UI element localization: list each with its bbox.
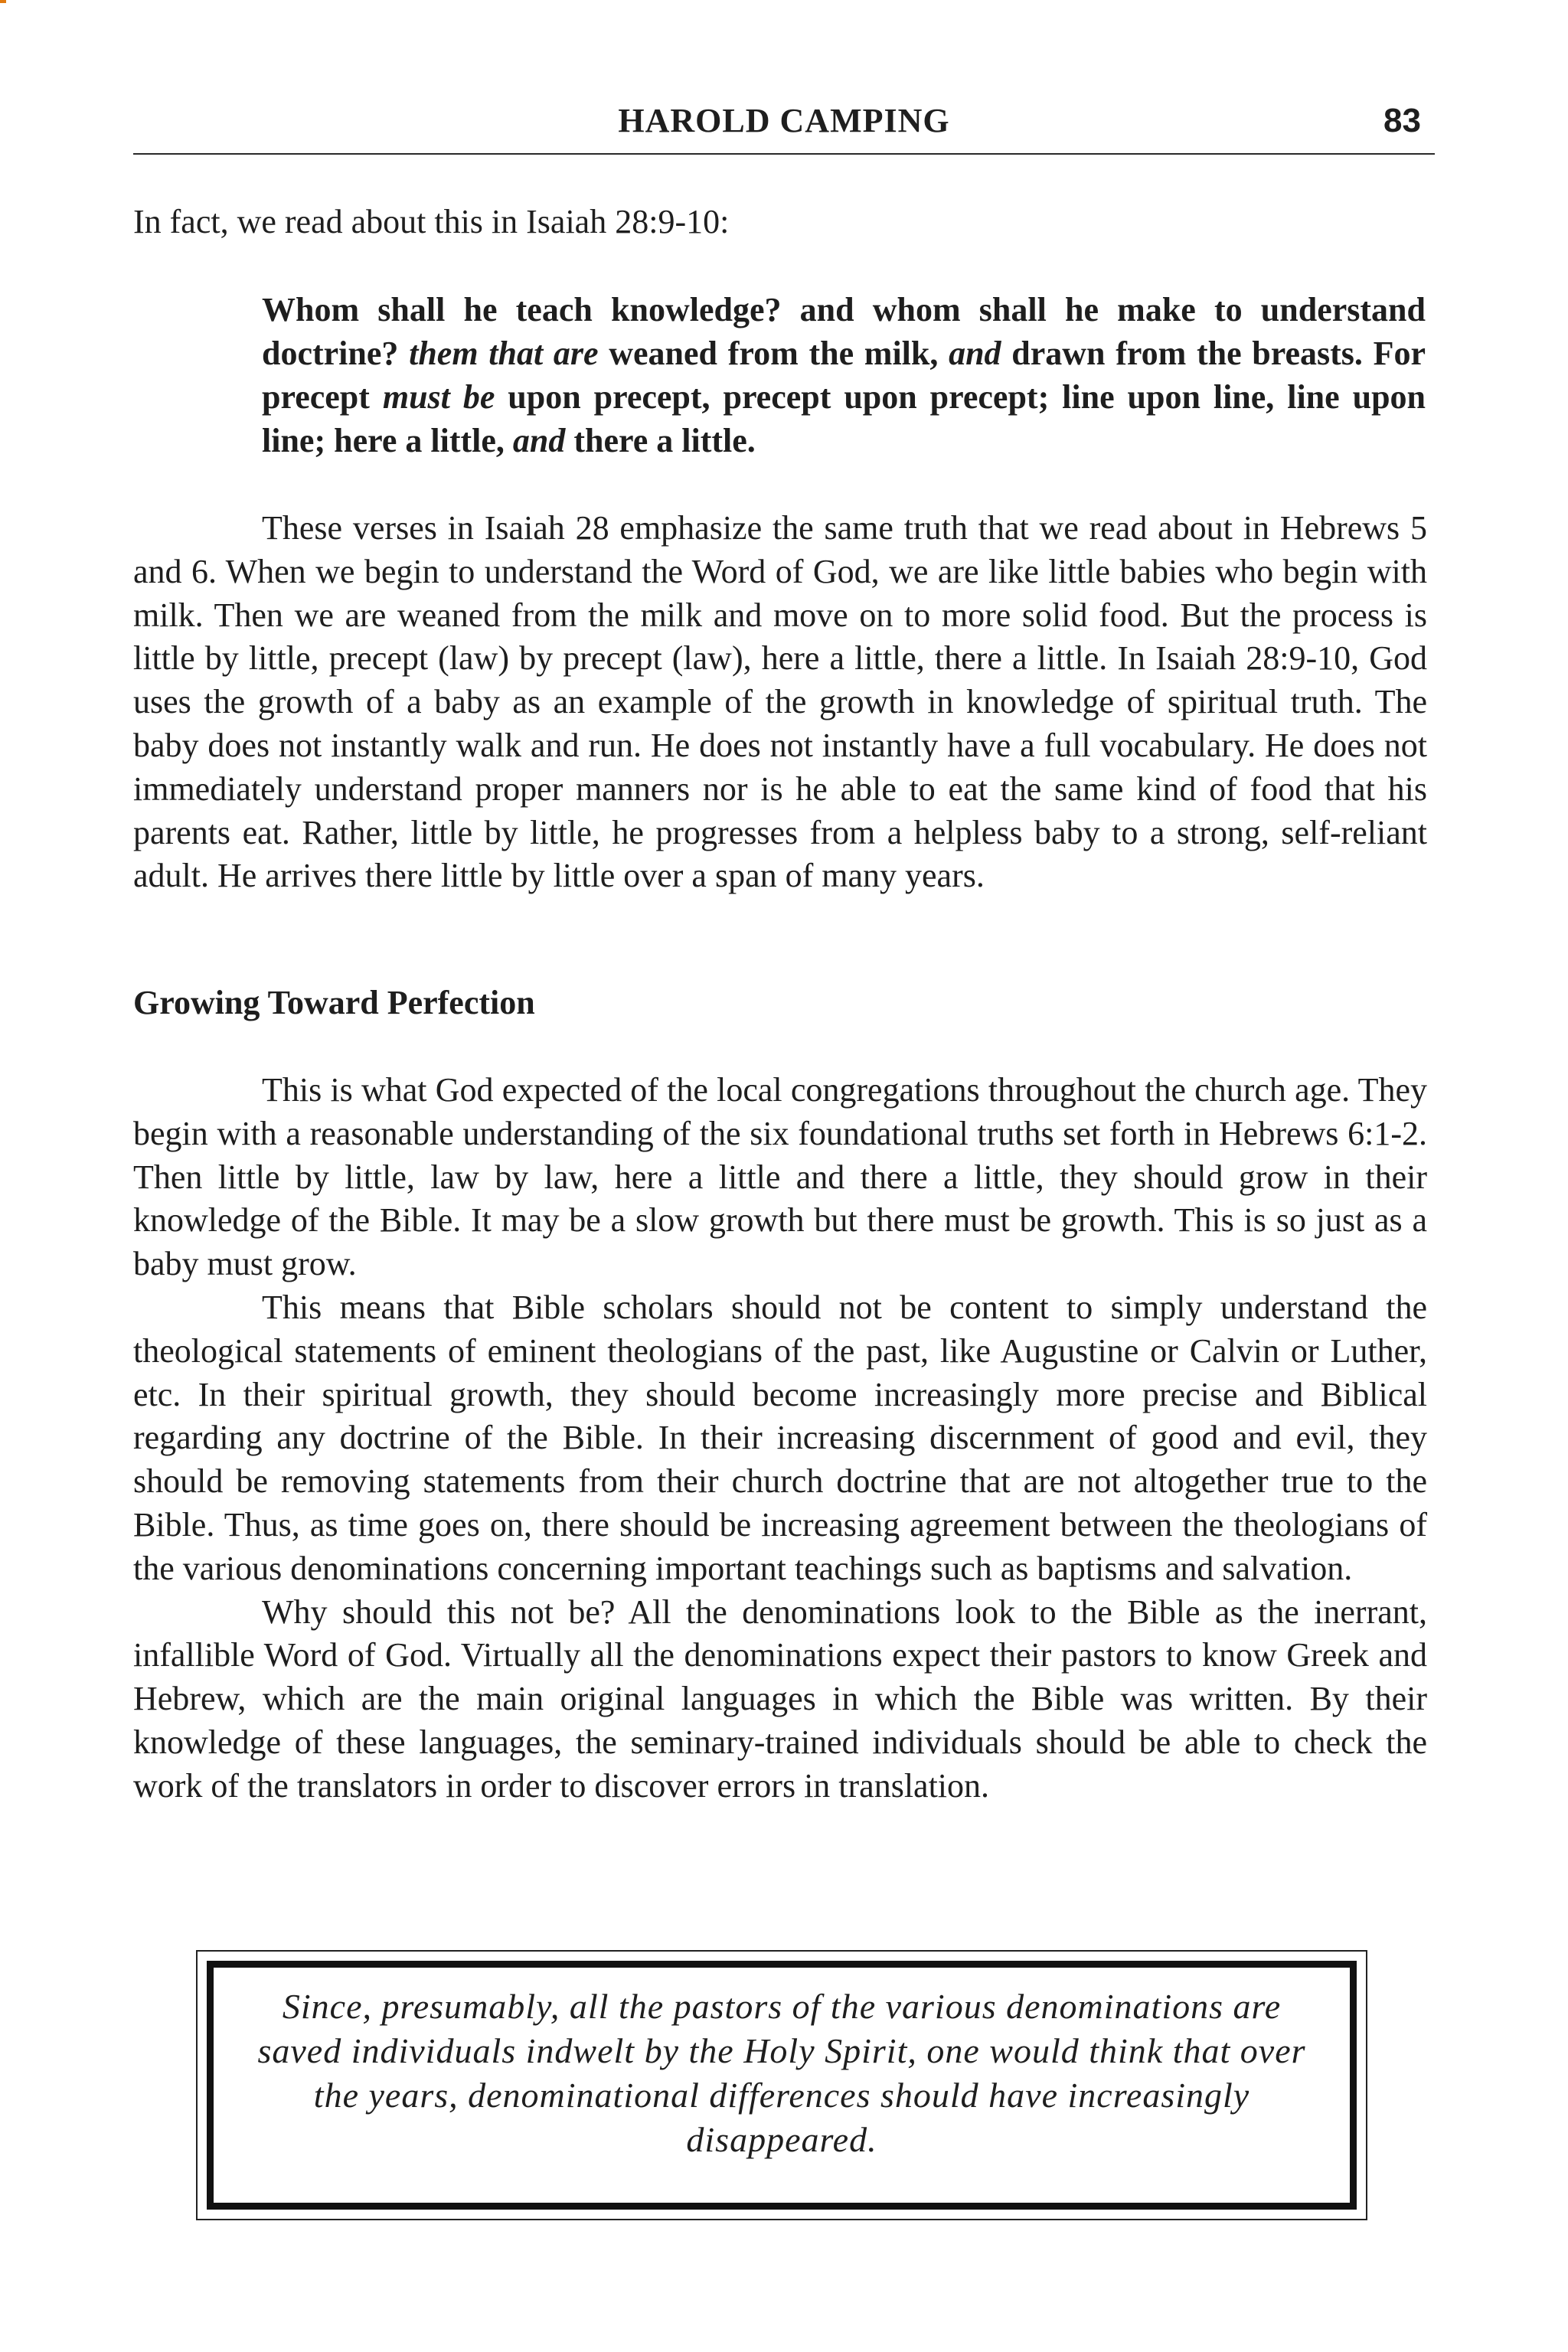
section-heading: Growing Toward Perfection (133, 984, 535, 1021)
callout-text: Since, presumably, all the pastors of the various denominations are saved individuals indwelt by the Holy Spirit, one would think that over the years, denominational differences should have increasingly disappeared. (257, 1987, 1306, 2159)
quote-text-5: there a little. (573, 422, 756, 459)
section-paragraph-1: This is what God expected of the local congregations throughout the church age. They begin with a reasonable understanding of the six foundational truths set forth in Hebrews 6:1-2. Then little by little, law by law, here a little and there a little, they should grow in their knowledge of the Bible. It may be a slow growth but there must be growth. This is so just as a baby must grow. (133, 1071, 1427, 1283)
scripture-quote (262, 288, 1426, 462)
quote-italic-2: and (949, 335, 1001, 372)
callout-border (207, 1961, 1357, 2210)
quote-text-2: weaned from the milk, (609, 335, 939, 372)
quote-text-4: upon precept, precept upon precept; line upon line, line upon line; here a little, (262, 378, 1426, 459)
page-number: 83 (1383, 102, 1421, 139)
paragraph-text: These verses in Isaiah 28 emphasize the same truth that we read about in Hebrews 5 and 6. When we begin to understand the Word of God, we are like little babies who begin with milk. Then we are weaned from the milk and move on to more solid food. But the process is little by little, precept (law) by precept (law), here a little, there a little. In Isaiah 28:9-10, God uses the growth of a baby as an example of the growth in knowledge of spiritual truth. The baby does not instantly walk and run. He does not instantly have a full vocabulary. He does not immediately understand proper manners nor is he able to eat the same kind of food that his parents eat. Rather, little by little, he progresses from a helpless baby to a strong, self-reliant adult. He arrives there little by little over a span of many years. (133, 509, 1427, 895)
corner-mark (0, 0, 6, 3)
quote-italic-3: must be (382, 378, 495, 416)
quote-text-3: drawn from the breasts. For precept (262, 335, 1426, 416)
callout-box (196, 1950, 1367, 2220)
quote-italic-1: them that are (409, 335, 599, 372)
section-body (133, 1069, 1427, 1808)
quote-text-1: Whom shall he teach knowledge? and whom shall he make to understand doctrine? (262, 291, 1426, 372)
running-title: HAROLD CAMPING (618, 102, 950, 139)
running-header (133, 98, 1435, 155)
quote-italic-4: and (512, 422, 566, 459)
intro-line: In fact, we read about this in Isaiah 28:9-10: (133, 203, 730, 240)
section-paragraph-2: This means that Bible scholars should not be content to simply understand the theological statements of eminent theologians of the past, like Augustine or Calvin or Luther, etc. In their spiritual growth, they should become increasingly more precise and Biblical regarding any doctrine of the Bible. In their increasing discernment of good and evil, they should be removing statements from their church doctrine that are not altogether true to the Bible. Thus, as time goes on, there should be increasing agreement between the theologians of the various denominations concerning important teachings such as baptisms and salvation. (133, 1288, 1427, 1587)
section-paragraph-3: Why should this not be? All the denominations look to the Bible as the inerrant, infallible Word of God. Virtually all the denominations expect their pastors to know Greek and Hebrew, which are the main original languages in which the Bible was written. By their knowledge of these languages, the seminary-trained individuals should be able to check the work of the translators in order to discover errors in translation. (133, 1592, 1427, 1805)
body-paragraph-1 (133, 507, 1427, 898)
